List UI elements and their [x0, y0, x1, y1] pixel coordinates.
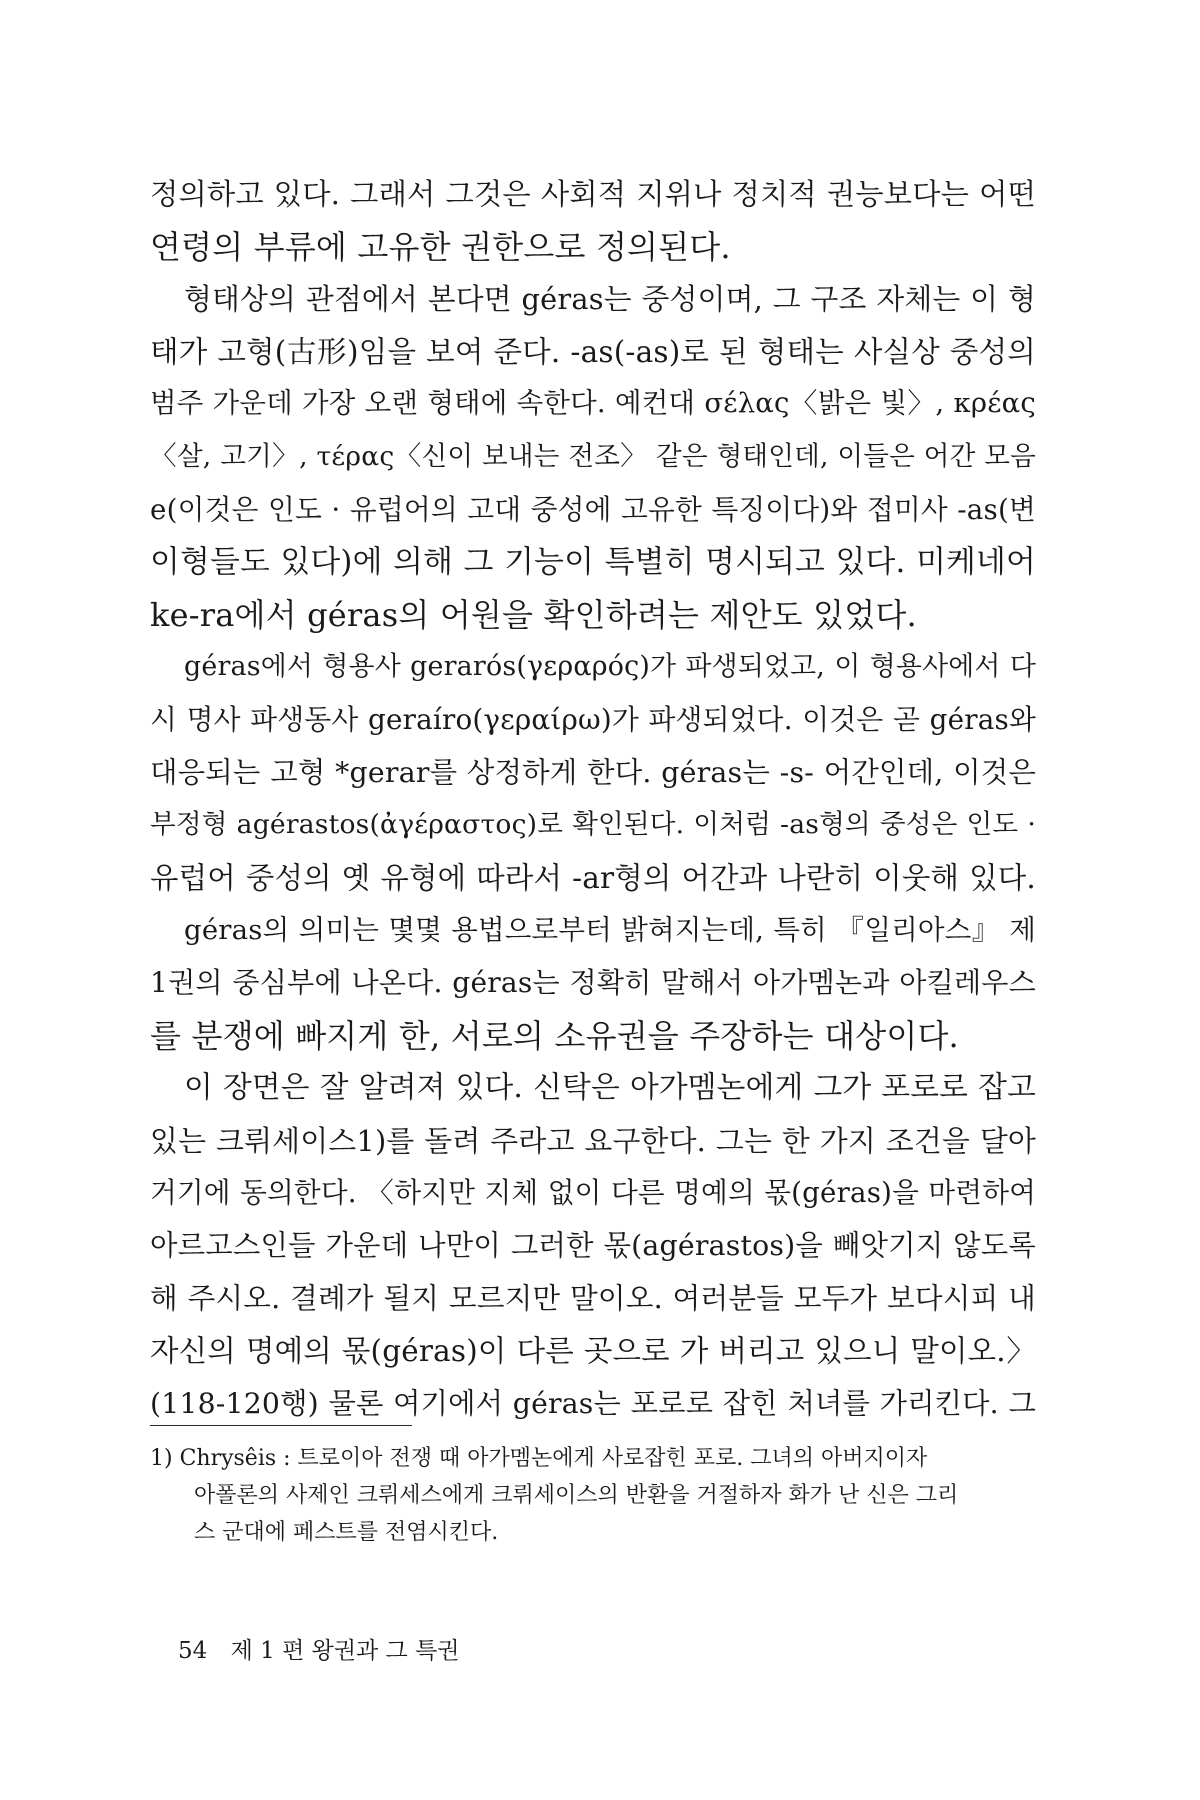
paragraph-3 [150, 641, 1036, 904]
footnote-line: 스 군대에 페스트를 전염시킨다. [194, 1520, 499, 1545]
text-line: 를 분쟁에 빠지게 한, 서로의 소유권을 주장하는 대상이다. [150, 1016, 959, 1055]
paragraph-1 [150, 168, 1036, 273]
text-line: (118-120행) 물론 여기에서 géras는 포로로 잡힌 처녀를 가리킨다. 그 [150, 1386, 1036, 1420]
text-line: 아르고스인들 가운데 나만이 그러한 몫(agérastos)을 빼앗기지 않도록 [150, 1228, 1036, 1262]
text-line: 대응되는 고형 *gerar를 상정하게 한다. géras는 -s- 어간인데, 이것은 [150, 755, 1036, 789]
text-line: 거기에 동의한다. 〈하지만 지체 없이 다른 명예의 몫(géras)을 마련하여 [150, 1176, 1036, 1210]
text-line: 정의하고 있다. 그래서 그것은 사회적 지위나 정치적 권능보다는 어떤 [150, 177, 1036, 211]
footnote-divider [150, 1425, 412, 1426]
text-line: 형태상의 관점에서 본다면 géras는 중성이며, 그 구조 자체는 이 형 [184, 282, 1036, 317]
paragraph-5 [150, 1062, 1036, 1430]
text-line: géras의 의미는 몇몇 용법으로부터 밝혀지는데, 특히 『일리아스』 제 [184, 914, 1036, 947]
paragraph-4 [150, 904, 1036, 1062]
footnote [150, 1440, 1036, 1551]
text-line: 태가 고형(古形)임을 보여 준다. -as(-as)로 된 형태는 사실상 중성의 [150, 334, 1036, 369]
page-footer [178, 1636, 476, 1666]
text-line: 시 명사 파생동사 geraíro(γεραίρω)가 파생되었다. 이것은 곧 géras와 [150, 702, 1036, 736]
text-line: 1권의 중심부에 나온다. géras는 정확히 말해서 아가멤논과 아킬레우스 [150, 965, 1036, 999]
text-line: 유럽어 중성의 옛 유형에 따라서 -ar형의 어간과 나란히 이웃해 있다. [150, 860, 1036, 895]
text-line: 〈살, 고기〉, τέρας〈신이 보내는 전조〉 같은 형태인데, 이들은 어간 모음 [150, 440, 1036, 472]
text-line: 있는 크뤼세이스1)를 돌려 주라고 요구한다. 그는 한 가지 조건을 달아 [150, 1123, 1036, 1158]
text-line: 연령의 부류에 고유한 권한으로 정의된다. [150, 227, 731, 266]
text-line: 이 장면은 잘 알려져 있다. 신탁은 아가멤논에게 그가 포로로 잡고 [184, 1070, 1036, 1106]
text-line: 자신의 명예의 몫(géras)이 다른 곳으로 가 버리고 있으니 말이오.〉 [150, 1334, 1036, 1369]
body-text [150, 168, 1036, 1430]
footnote-line: 아폴론의 사제인 크뤼세스에게 크뤼세이스의 반환을 거절하자 화가 난 신은 그리 [194, 1483, 959, 1508]
footnote-line: 1) Chrysêis : 트로이아 전쟁 때 아가멤논에게 사로잡힌 포로. 그녀의 아버지이자 [150, 1446, 928, 1471]
text-line: 범주 가운데 가장 오랜 형태에 속한다. 예컨대 σέλας〈밝은 빛〉, κρέας [150, 388, 1036, 420]
text-line: 이형들도 있다)에 의해 그 기능이 특별히 명시되고 있다. 미케네어 [150, 544, 1036, 581]
text-line: ke-ra에서 géras의 어원을 확인하려는 제안도 있었다. [150, 595, 917, 634]
text-line: e(이것은 인도 · 유럽어의 고대 중성에 고유한 특징이다)와 접미사 -as(변 [150, 492, 1036, 526]
text-line: 해 주시오. 결례가 될지 모르지만 말이오. 여러분들 모두가 보다시피 내 [150, 1281, 1036, 1316]
text-line: 부정형 agérastos(ἀγέραστος)로 확인된다. 이처럼 -as형의 중성은 인도 · [150, 809, 1036, 841]
text-line: géras에서 형용사 gerarós(γεραρός)가 파생되었고, 이 형용사에서 다 [184, 651, 1036, 683]
running-head: 제 1 편 왕권과 그 특권 [230, 1638, 460, 1664]
page-number: 54 [178, 1638, 208, 1664]
paragraph-2 [150, 273, 1036, 641]
